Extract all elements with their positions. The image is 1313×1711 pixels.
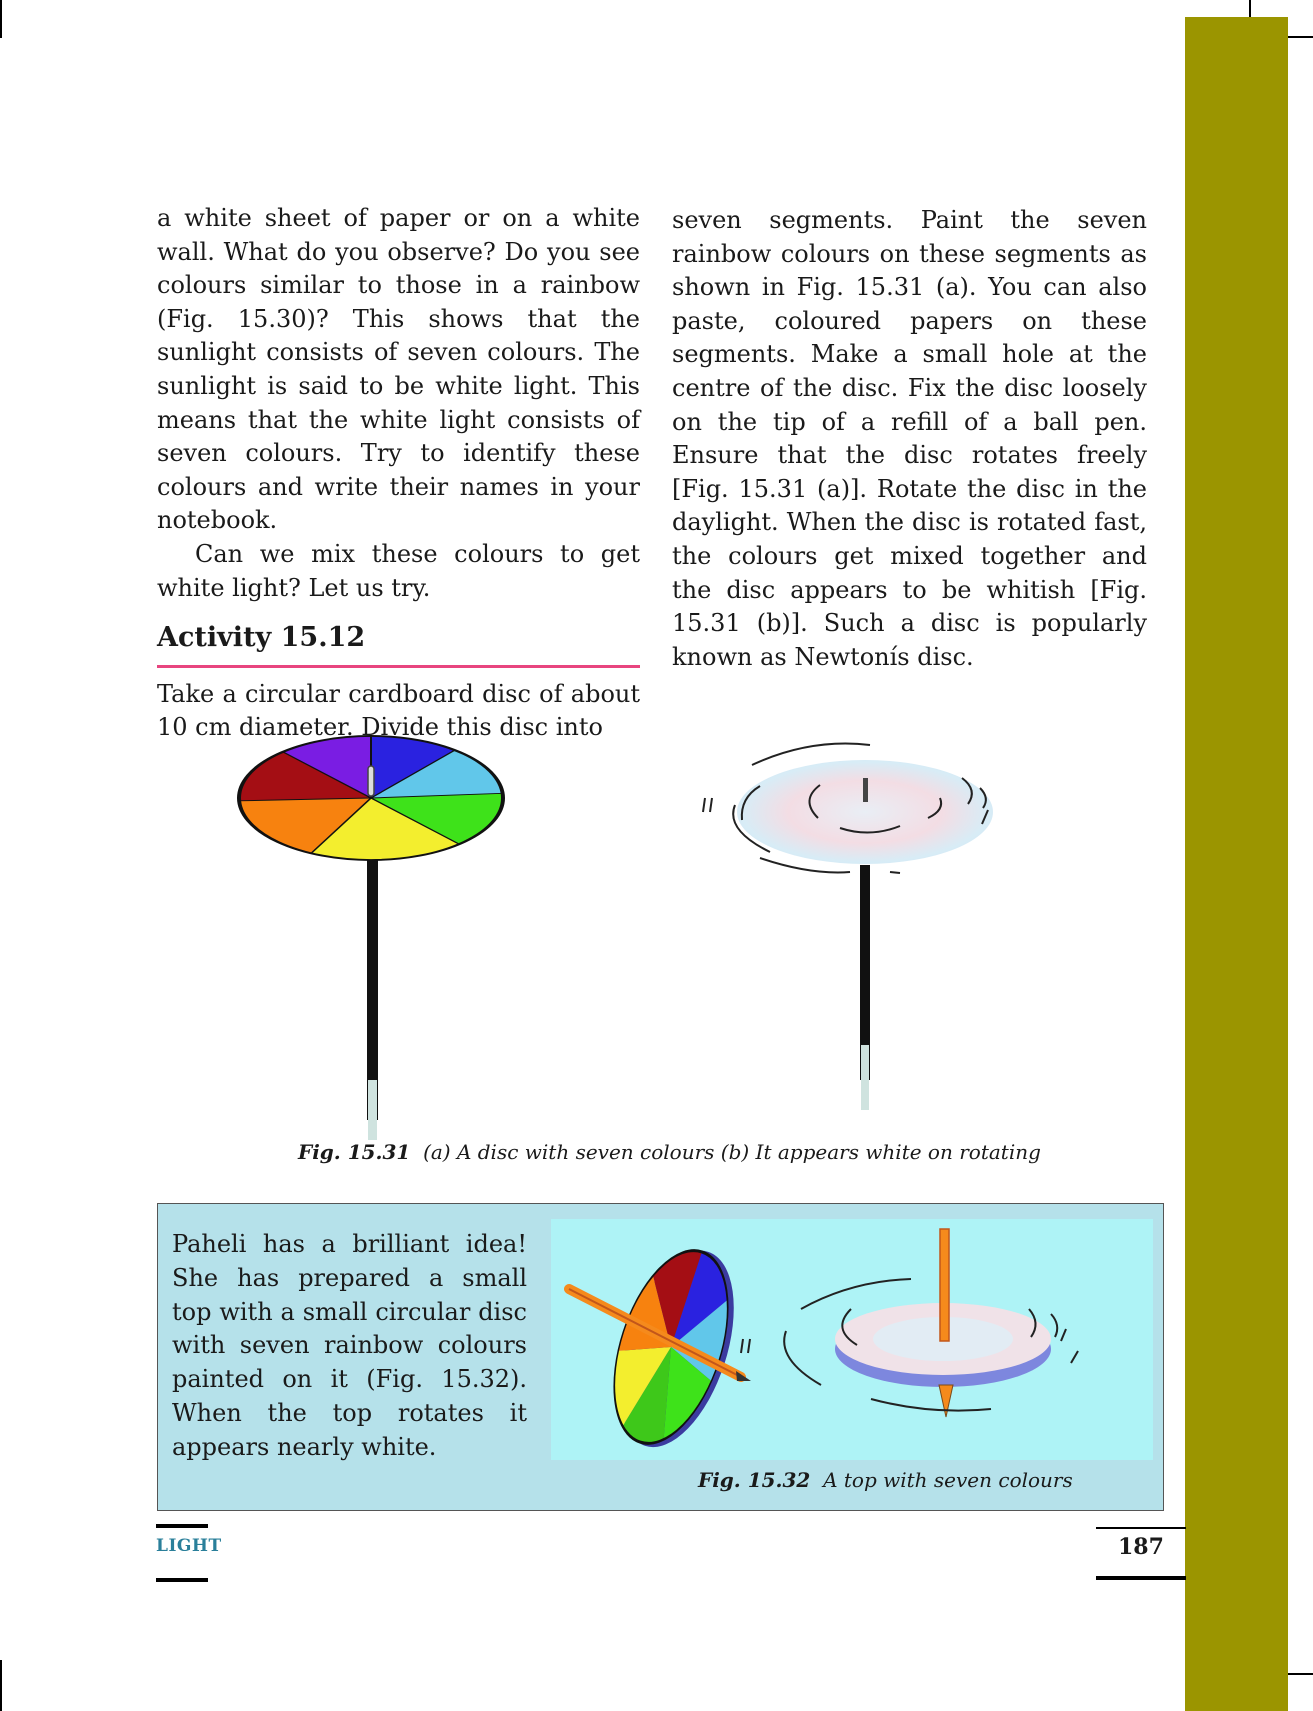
left-paragraph-2: Can we mix these colours to get white light? Let us try. [157, 539, 640, 602]
paheli-box [157, 1203, 1164, 1511]
footer-rule [156, 1578, 208, 1582]
paheli-paragraph: Paheli has a brilliant idea! She has prepared a small top with a small circular disc with seven rainbow colours painted on it (Fig. 15.32). When the top rotates it appears nearly white. [172, 1230, 527, 1461]
figure-15-32-label: Fig. 15.32 [698, 1468, 811, 1492]
right-column [672, 204, 1147, 674]
figure-15-32-top [551, 1219, 1153, 1460]
crop-mark [0, 0, 2, 38]
figure-15-32-panel [551, 1219, 1153, 1460]
crop-mark [0, 1660, 2, 1711]
footer-rule [1096, 1576, 1186, 1580]
side-color-band [1185, 17, 1288, 1711]
figure-15-31b-rotating-disc [700, 740, 1030, 1140]
activity-paragraph: Take a circular cardboard disc of about 10 cm diameter. Divide this disc into [157, 679, 640, 742]
figure-15-31-caption-text: (a) A disc with seven colours (b) It appears white on rotating [423, 1140, 1041, 1164]
figure-15-31-label: Fig. 15.31 [298, 1140, 411, 1164]
page-number: 187 [1118, 1534, 1164, 1560]
left-paragraph-1: a white sheet of paper or on a white wall. What do you observe? Do you see colours similar to those in a rainbow (Fig. 15.30)? This shows that the sunlight consists of seven colours. The sunlight is said to be white light. This means that the white light consists of seven colours. Try to identify these colours and write their names in your notebook. [157, 204, 640, 535]
figure-15-32-caption [698, 1468, 1073, 1492]
figure-15-31a-disc [240, 730, 500, 1140]
footer-chapter: LIGHT [156, 1536, 222, 1556]
left-column [157, 202, 640, 745]
figure-15-31-caption [298, 1140, 1041, 1164]
figure-15-32-caption-text: A top with seven colours [823, 1468, 1073, 1492]
activity-title: Activity 15.12 [157, 621, 640, 668]
footer-rule [1096, 1527, 1186, 1529]
paheli-box-text [172, 1228, 527, 1465]
footer-rule [156, 1524, 208, 1528]
right-paragraph: seven segments. Paint the seven rainbow colours on these segments as shown in Fig. 15.31 (a). You can also paste, coloured papers on these segments. Make a small hole at the centre of the disc. Fix the disc loosely on the tip of a refill of a ball pen. Ensure that the disc rotates freely [Fig. 15.31 (a)]. Rotate the disc in the daylight. When the disc is rotated fast, the colours get mixed together and the disc appears to be whitish [Fig. 15.31 (b)]. Such a disc is popularly known as Newtonís disc. [672, 206, 1147, 671]
